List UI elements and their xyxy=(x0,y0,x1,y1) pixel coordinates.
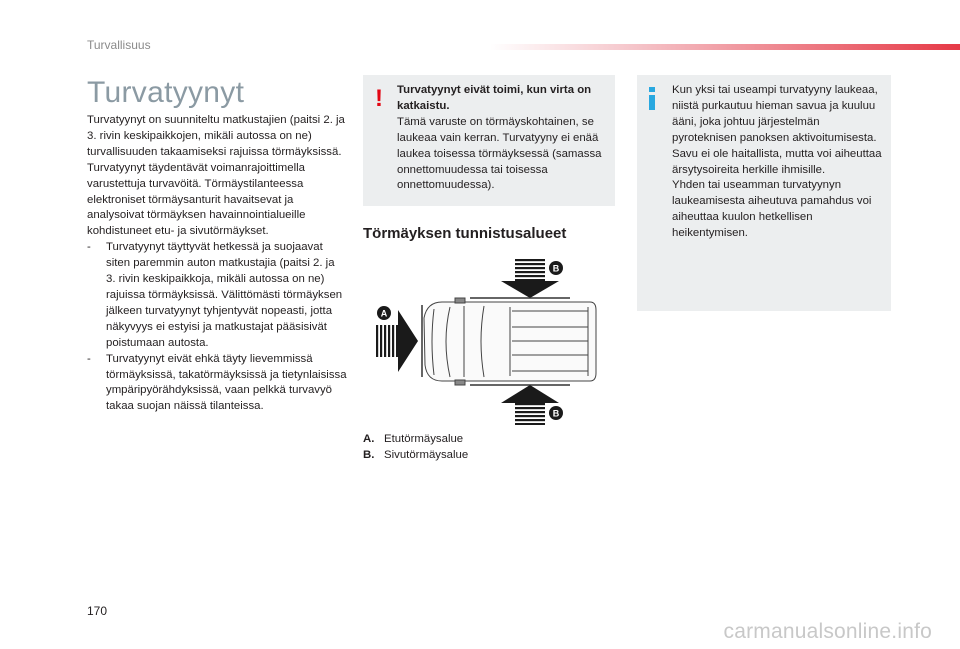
warning-title: Turvatyynyt eivät toimi, kun virta on katkaistu. xyxy=(397,84,592,112)
bullet-marker: - xyxy=(87,352,91,365)
list-item xyxy=(87,240,347,351)
badge-b-top-label: B xyxy=(552,263,560,274)
exclamation-icon: ! xyxy=(375,85,383,112)
collision-zones-diagram xyxy=(372,255,602,430)
legend-key: A. xyxy=(363,433,375,445)
warning-box xyxy=(363,75,615,206)
legend-key: B. xyxy=(363,448,375,461)
header-accent-bar xyxy=(490,44,960,50)
intro-column xyxy=(87,113,347,415)
bullet-text: Turvatyynyt eivät ehkä täyty lievemmissä törmäyksissä, takatörmäyksissä ja tietynlaisissa ympäripyörähdyksissä, vaan pelkkä turvavyö takaa suojan näissä tilanteissa. xyxy=(106,352,347,413)
warning-text-block xyxy=(397,83,609,194)
bullet-marker: - xyxy=(87,241,91,254)
badge-a-label: A xyxy=(380,308,388,319)
page-number: 170 xyxy=(87,604,108,618)
info-icon xyxy=(647,87,657,111)
legend-text: Etutörmäysalue xyxy=(384,433,464,445)
legend-item xyxy=(363,432,468,448)
intro-bullet-list xyxy=(87,240,347,415)
watermark: carmanualsonline.info xyxy=(723,620,932,643)
info-text: Kun yksi tai useampi turvatyyny laukeaa, niistä purkautuu hieman savua ja kuuluu ääni, joka johtuu järjestelmän pyroteknisen panoksen aktivoitumisesta. Savu ei ole haitallista, mutta voi aiheuttaa ärsytysoireita herkille ihmisille. Yhden tai useamman turvatyynyn laukeamisesta aiheutuva pamahdus voi aiheuttaa kuulon hetkellisen heikentymisen. xyxy=(672,84,882,240)
section-header: Turvallisuus xyxy=(87,38,151,52)
badge-b-bottom xyxy=(549,406,563,420)
warning-body: Tämä varuste on törmäyskohtainen, se laukeaa vain kerran. Turvatyyny ei enää laukea toisessa törmäyksessä (samassa onnettomuudessa tai toisessa onnettomuudessa). xyxy=(397,115,602,192)
list-item xyxy=(87,352,347,416)
badge-b-top xyxy=(549,261,563,275)
badge-a xyxy=(377,306,391,320)
page-title: Turvatyynyt xyxy=(87,76,245,109)
intro-paragraph: Turvatyynyt on suunniteltu matkustajien (paitsi 2. ja 3. rivin keskipaikkojen, mikäli autossa on ne) turvallisuuden takaamiseksi rajuissa törmäyksissä. Turvatyynyt täydentävät voimanrajoittimella varustettuja turvavöitä. Törmäystilanteessa elektroniset törmäysanturit havaitsevat ja analysoivat törmäyksen havainnointialueille kohdistuneet etu- ja sivutörmäykset. xyxy=(87,114,345,238)
legend-text: Sivutörmäysalue xyxy=(384,448,469,461)
bullet-text: Turvatyynyt täyttyvät hetkessä ja suojaavat siten paremmin auton matkustajia (paitsi 2. ja 3. rivin keskipaikkoja, mikäli autossa on ne) rajuissa törmäyksissä. Välittömästi törmäyksen jälkeen turvatyynyt tyhjentyvät nopeasti, jotta näkyvyys ei estyisi ja matkustajat pääsisivät poistumaan autosta. xyxy=(106,241,343,349)
side-impact-arrow-bottom xyxy=(501,385,559,425)
info-box xyxy=(637,75,891,311)
diagram-legend xyxy=(363,432,468,464)
badge-b-bottom-label: B xyxy=(552,408,560,419)
legend-item xyxy=(363,448,468,464)
detection-heading: Törmäyksen tunnistusalueet xyxy=(363,225,567,242)
vehicle-top-view xyxy=(424,298,596,385)
